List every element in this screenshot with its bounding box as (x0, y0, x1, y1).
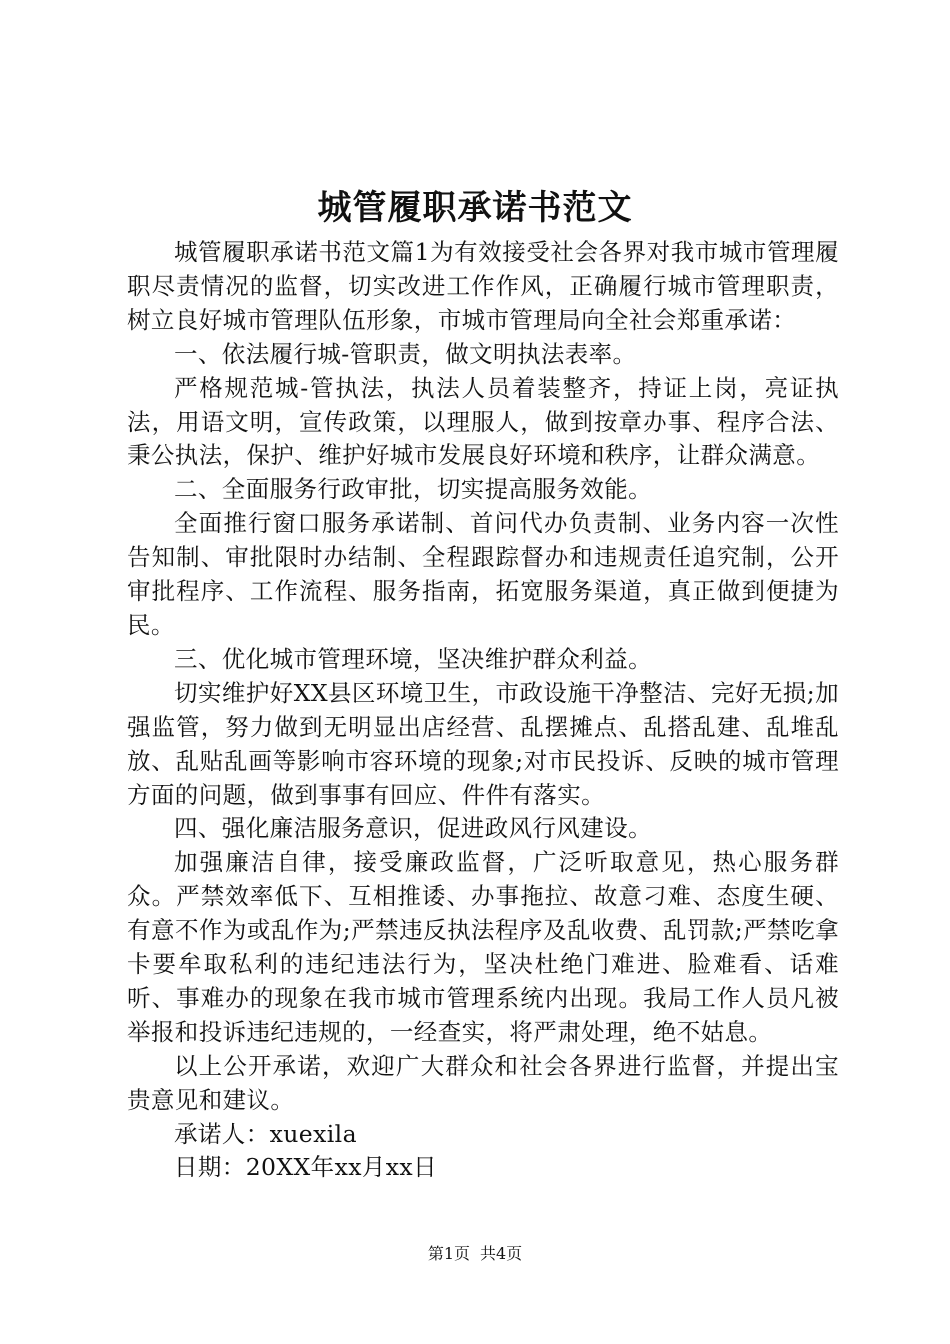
paragraph-body-2: 全面推行窗口服务承诺制、首问代办负责制、业务内容一次性告知制、审批限时办结制、全程跟踪督办和违规责任追究制，公开审批程序、工作流程、服务指南，拓宽服务渠道，真正做到便捷为民。 (127, 509, 839, 639)
paragraph-body-4: 加强廉洁自律，接受廉政监督，广泛听取意见，热心服务群众。严禁效率低下、互相推诿、办事拖拉、故意刁难、态度生硬、有意不作为或乱作为;严禁违反执法程序及乱收费、乱罚款;严禁吃拿卡要牟取私利的违纪违法行为，坚决杜绝门难进、脸难看、话难听、事难办的现象在我市城市管理系统内出现。我局工作人员凡被举报和投诉违纪违规的，一经查实，将严肃处理，绝不姑息。 (127, 848, 839, 1046)
paragraph-body-1: 严格规范城-管执法，执法人员着装整齐，持证上岗，亮证执法，用语文明，宣传政策，以理服人，做到按章办事、程序合法、秉公执法，保护、维护好城市发展良好环境和秩序，让群众满意。 (127, 373, 839, 470)
paragraph-intro: 城管履职承诺书范文篇1为有效接受社会各界对我市城市管理履职尽责情况的监督，切实改进工作作风，正确履行城市管理职责，树立良好城市管理队伍形象，市城市管理局向全社会郑重承诺： (127, 238, 839, 334)
date-line: 日期：20XX年xx月xx日 (174, 1153, 437, 1182)
document-body (127, 236, 839, 1185)
page-footer (0, 1243, 950, 1265)
paragraph-heading-2: 二、全面服务行政审批，切实提高服务效能。 (174, 475, 652, 504)
signer-line: 承诺人：xuexila (174, 1119, 357, 1148)
paragraph-heading-3: 三、优化城市管理环境，坚决维护群众利益。 (174, 644, 652, 673)
page-number: 第1页 (427, 1244, 470, 1263)
paragraph-body-3: 切实维护好XX县区环境卫生，市政设施干净整洁、完好无损;加强监管，努力做到无明显出店经营、乱摆摊点、乱搭乱建、乱堆乱放、乱贴乱画等影响市容环境的现象;对市民投诉、反映的城市管理方面的问题，做到事事有回应、件件有落实。 (127, 678, 839, 809)
paragraph-heading-4: 四、强化廉洁服务意识，促进政风行风建设。 (174, 814, 652, 843)
paragraph-closing: 以上公开承诺，欢迎广大群众和社会各界进行监督，并提出宝贵意见和建议。 (127, 1051, 839, 1114)
page-total: 共4页 (480, 1244, 523, 1263)
document-title: 城管履职承诺书范文 (317, 188, 633, 228)
paragraph-heading-1: 一、依法履行城-管职责，做文明执法表率。 (174, 339, 637, 368)
